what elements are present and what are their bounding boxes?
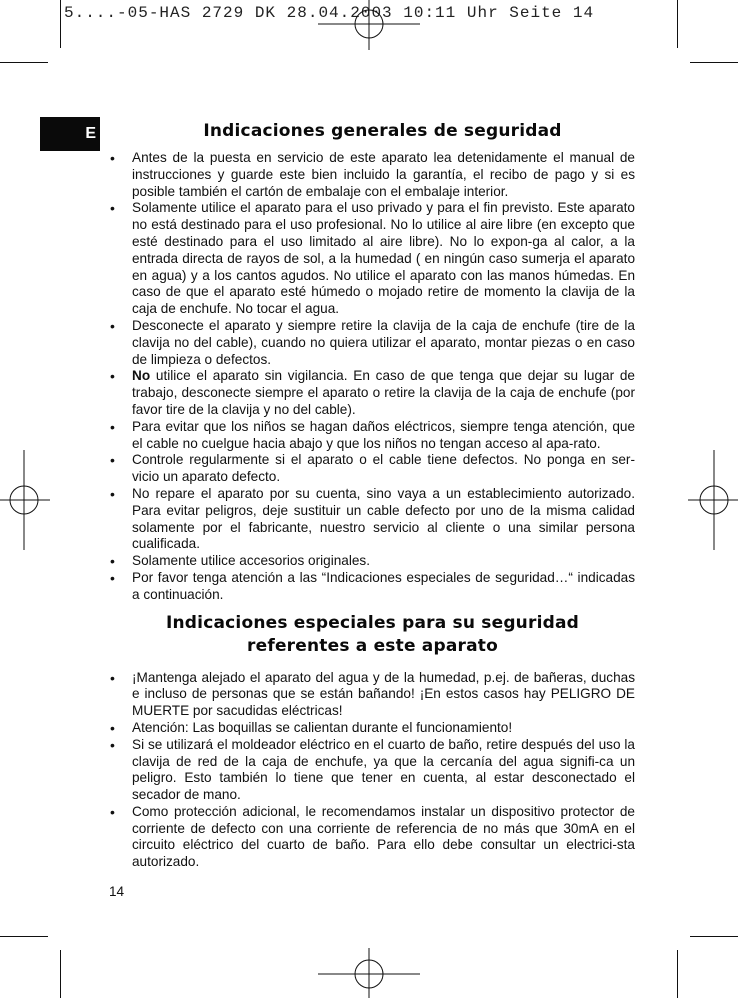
registration-mark-left-icon	[0, 450, 50, 550]
registration-mark-right-icon	[688, 450, 738, 550]
list-item	[110, 452, 635, 486]
crop-mark-top-left-h	[0, 62, 48, 63]
list-item-text: utilice el aparato sin vigilancia. En caso de que tenga que dejar su lugar de trabajo, desconecte siempre el aparato o retire la clavija de la caja de enchufe (por favor tire de la clavija y no del cable).	[132, 368, 639, 417]
list-item	[110, 419, 635, 453]
list-item	[110, 318, 635, 368]
list-item-text: Desconecte el aparato y siempre retire la clavija de la caja de enchufe (tire de la clavija no del cable), cuando no quiera utilizar el aparato, montar piezas o en caso de limpieza o defectos.	[132, 317, 635, 367]
list-item	[110, 737, 635, 804]
general-safety-list	[110, 150, 639, 604]
list-item	[110, 150, 635, 200]
list-item	[110, 553, 635, 570]
list-item-text: No repare el aparato por su cuenta, sino vaya a un establecimiento autorizado. Para evitar peligros, deje sustituir un cable defecto por uno de la misma calidad solamente por el fabricante, nuestro servicio al cliente o una similar persona cualificada.	[132, 485, 635, 552]
crop-mark-bottom-right-h	[690, 936, 738, 937]
crop-mark-top-right-v	[677, 0, 678, 48]
list-item	[110, 720, 635, 737]
list-item	[110, 368, 639, 418]
list-item-text: Solamente utilice accesorios originales.	[132, 553, 371, 569]
list-item-text: Atención: Las boquillas se calientan durante el funcionamiento!	[132, 719, 513, 735]
crop-mark-bottom-left-v	[60, 950, 61, 998]
crop-mark-bottom-left-h	[0, 936, 48, 937]
page-content	[110, 118, 639, 871]
crop-mark-top-right-h	[690, 62, 738, 63]
list-item	[110, 670, 635, 720]
crop-mark-top-left-v	[60, 0, 61, 48]
crop-mark-bottom-right-v	[677, 950, 678, 998]
section-title-general-safety: Indicaciones generales de seguridad	[203, 121, 562, 141]
page-number: 14	[109, 884, 125, 899]
list-item-text: ¡Mantenga alejado el aparato del agua y de la humedad, p.ej. de bañeras, duchas e incluso de personas que se están bañando! ¡En estos casos hay PELIGRO DE MUERTE por sacudidas eléctricas!	[132, 669, 635, 719]
list-item	[110, 486, 635, 553]
language-tab: E	[40, 117, 100, 151]
list-item-text: Antes de la puesta en servicio de este aparato lea detenidamente el manual de instrucciones y guarde este bien incluido la garantía, el recibo de pago y si es posible también el cartón de embalaje con el embalaje interior.	[132, 150, 635, 199]
section-title-line-2: referentes a este aparato	[247, 635, 498, 656]
registration-mark-bottom-icon	[318, 948, 420, 998]
list-item-text: Si se utilizará el moldeador eléctrico en el cuarto de baño, retire después del uso la clavija de red de la caja de enchufe, ya que la cercanía del agua signifi-ca un peligro. Esto también lo tiene que tener en cuenta, al estar desconectado el secador de mano.	[132, 736, 635, 803]
list-item-bold-lead: No	[132, 368, 151, 384]
section-title-special-safety	[110, 612, 635, 658]
list-item-text: Por favor tenga atención a las “Indicaciones especiales de seguridad…“ indicadas a continuación.	[132, 569, 635, 602]
print-header: 5....-05-HAS 2729 DK 28.04.2003 10:11 Uhr Seite 14	[64, 4, 595, 22]
list-item	[110, 200, 635, 318]
registration-mark-top-icon	[318, 0, 420, 50]
special-safety-list	[110, 670, 635, 872]
list-item-text: Para evitar que los niños se hagan daños eléctricos, siempre tenga atención, que el cable no cuelgue hacia abajo y que los niños no tengan acceso al apa-rato.	[132, 418, 635, 451]
list-item-text: Como protección adicional, le recomendamos instalar un dispositivo protector de corriente de defecto con una corriente de referencia de no más que 30mA en el circuito eléctrico del cuarto de baño. Para ello debe consultar un electrici-sta autorizado.	[132, 803, 635, 870]
list-item-text: Controle regularmente si el aparato o el cable tiene defectos. No ponga en ser-vicio un aparato defecto.	[132, 452, 635, 485]
section-title-line-1: Indicaciones especiales para su seguridad	[165, 612, 580, 633]
list-item	[110, 804, 635, 871]
list-item	[110, 570, 635, 604]
list-item-text: Solamente utilice el aparato para el uso privado y para el fin previsto. Este aparato no está destinado para el uso profesional. No lo utilice al aire libre (en excepto que esté destinado para el uso limitado al aire libre). No lo expon-ga al calor, a la entrada directa de rayos de sol, a la humedad ( en ningún caso sumerja el aparato en agua) y a los cantos agudos. No utilice el aparato con las manos húmedas. En caso de que el aparato esté húmedo o mojado retire de momento la clavija de la caja de enchufe. No tocar el agua.	[132, 200, 635, 317]
